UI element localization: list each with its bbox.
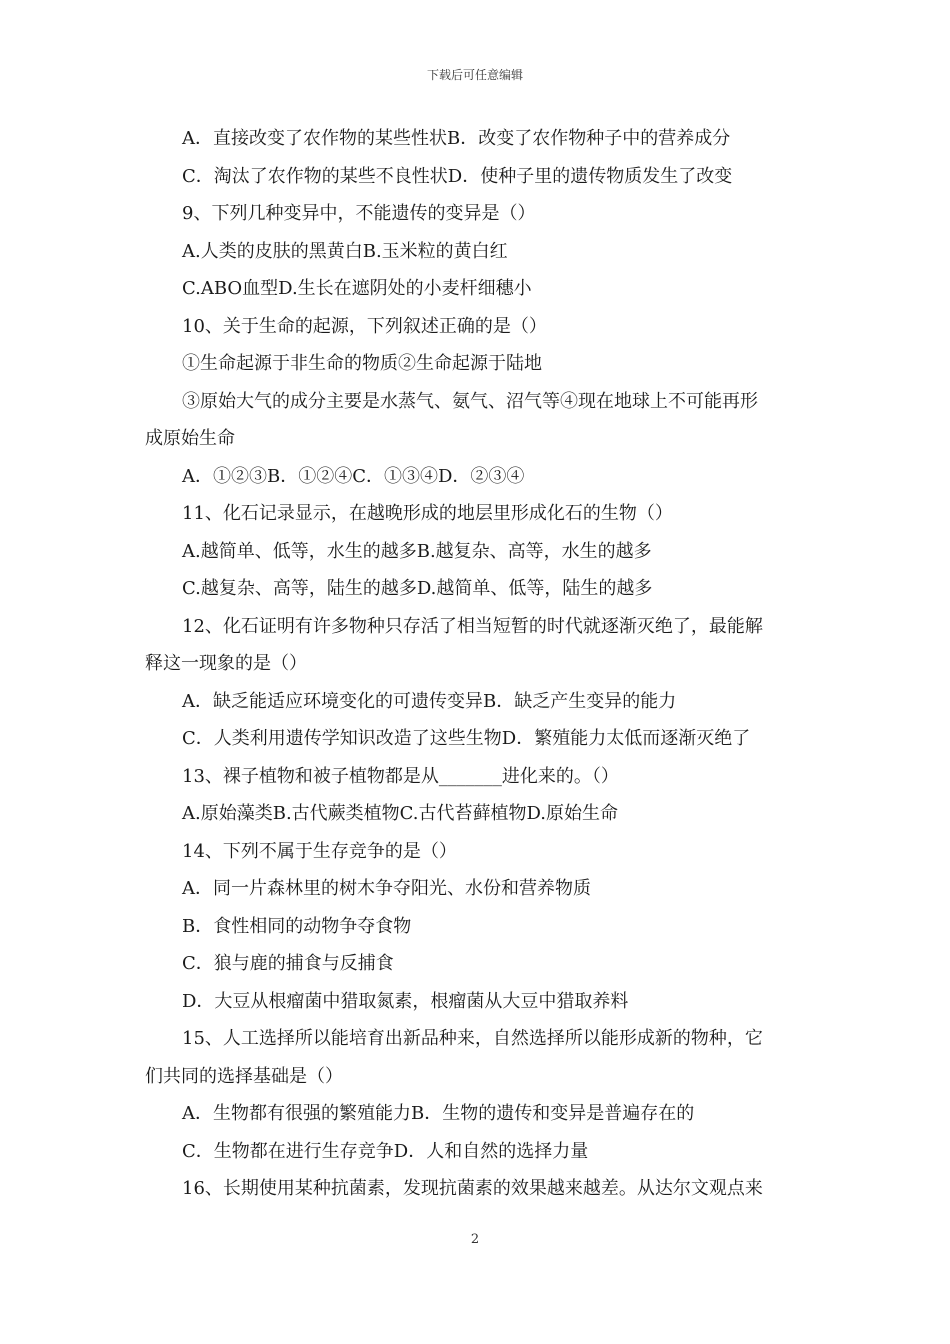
- text-line: A.人类的皮肤的黑黄白B.玉米粒的黄白红: [182, 240, 508, 262]
- question-12: 12、化石证明有许多物种只存活了相当短暂的时代就逐渐灭绝了，最能解: [182, 615, 763, 637]
- question-10: 10、关于生命的起源，下列叙述正确的是（）: [182, 315, 547, 337]
- text-line: A．同一片森林里的树木争夺阳光、水份和营养物质: [182, 878, 591, 899]
- question-13: 13、裸子植物和被子植物都是从_______进化来的。（）: [182, 765, 619, 787]
- question-11: 11、化石记录显示，在越晚形成的地层里形成化石的生物（）: [182, 503, 673, 524]
- text-line: ①生命起源于非生命的物质②生命起源于陆地: [182, 353, 542, 374]
- text-line: A.原始藻类B.古代蕨类植物C.古代苔藓植物D.原始生命: [182, 803, 619, 824]
- text-line: C．狼与鹿的捕食与反捕食: [182, 953, 394, 974]
- text-line: ③原始大气的成分主要是水蒸气、氨气、沼气等④现在地球上不可能再形: [182, 390, 758, 412]
- text-line: 释这一现象的是（）: [145, 653, 307, 674]
- text-line: A．①②③B．①②④C．①③④D．②③④: [182, 465, 525, 487]
- question-9: 9、下列几种变异中，不能遗传的变异是（）: [182, 203, 536, 224]
- question-15: 15、人工选择所以能培育出新品种来，自然选择所以能形成新的物种，它: [182, 1028, 763, 1049]
- text-line: B．食性相同的动物争夺食物: [182, 915, 412, 937]
- text-line: C．生物都在进行生存竞争D．人和自然的选择力量: [182, 1140, 589, 1162]
- document-body: [145, 120, 810, 1208]
- question-16: 16、长期使用某种抗菌素，发现抗菌素的效果越来越差。从达尔文观点来: [182, 1178, 763, 1199]
- text-line: C.ABO血型D.生长在遮阴处的小麦杆细穗小: [182, 278, 532, 299]
- text-line: A．生物都有很强的繁殖能力B．生物的遗传和变异是普遍存在的: [182, 1103, 695, 1124]
- text-line: D．大豆从根瘤菌中猎取氮素，根瘤菌从大豆中猎取养料: [182, 990, 629, 1012]
- text-line: A．直接改变了农作物的某些性状B．改变了农作物种子中的营养成分: [182, 128, 731, 149]
- text-line: 成原始生命: [145, 428, 235, 449]
- text-line: A．缺乏能适应环境变化的可遗传变异B．缺乏产生变异的能力: [182, 690, 677, 712]
- text-line: C.越复杂、高等，陆生的越多D.越简单、低等，陆生的越多: [182, 578, 653, 599]
- text-line: A.越简单、低等，水生的越多B.越复杂、高等，水生的越多: [182, 540, 652, 562]
- page-header: 下载后可任意编辑: [426, 68, 523, 82]
- text-line: C．人类利用遗传学知识改造了这些生物D．繁殖能力太低而逐渐灭绝了: [182, 728, 751, 749]
- text-line: 们共同的选择基础是（）: [145, 1065, 343, 1087]
- text-line: C．淘汰了农作物的某些不良性状D．使种子里的遗传物质发生了改变: [182, 165, 733, 187]
- question-14: 14、下列不属于生存竞争的是（）: [182, 840, 457, 862]
- page-number: 2: [470, 1232, 480, 1247]
